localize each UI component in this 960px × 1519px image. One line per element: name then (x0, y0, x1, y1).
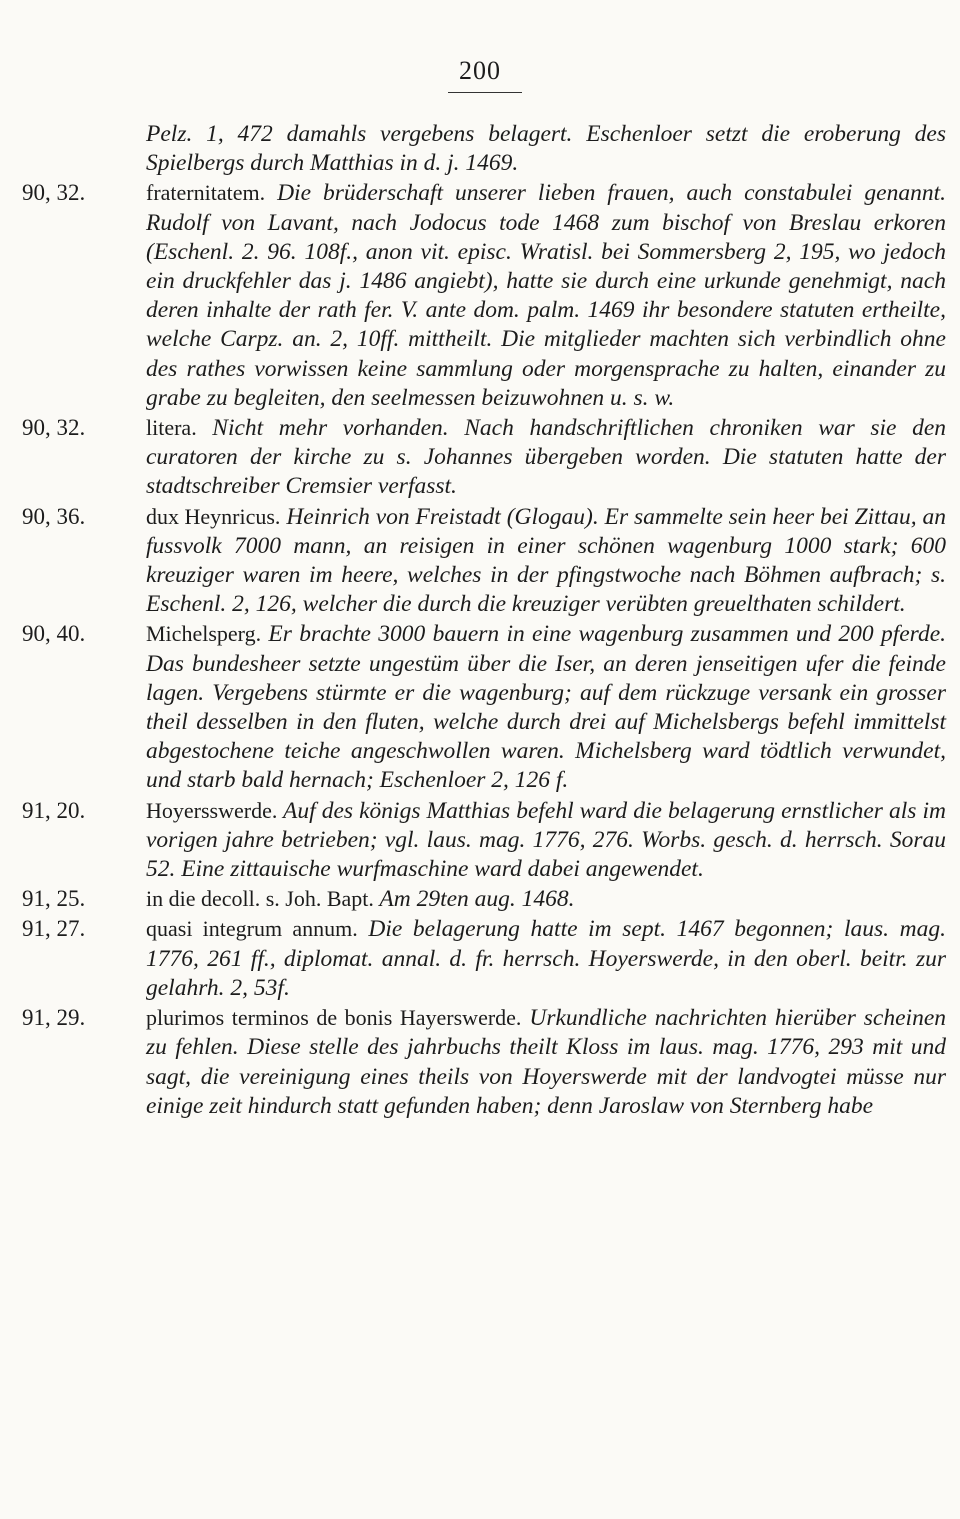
entry-lemma: plurimos terminos de bonis Hayerswerde. (146, 1005, 522, 1031)
header-rule (448, 92, 522, 93)
commentary-entry (0, 619, 960, 795)
entry-text (146, 619, 946, 795)
entry-lemma: quasi integrum annum. (146, 916, 358, 942)
entry-text (146, 884, 946, 914)
line-reference: 91, 27. (22, 916, 86, 942)
commentary-entry (0, 178, 960, 413)
entry-lemma: dux Heynricus. (146, 503, 281, 529)
entry-text (146, 796, 946, 885)
entry-text (146, 413, 946, 502)
line-reference: 91, 20. (22, 797, 86, 823)
entry-comment: Auf des königs Matthias befehl ward die belagerung ernstlicher als im vorigen jahre betrieben; vgl. laus. mag. 1776, 276. Worbs. gesch. d. herrsch. Sorau 52. Eine zittauische wurfmaschine ward dabei angewendet. (146, 797, 946, 883)
entry-comment: Er brachte 3000 bauern in eine wagenburg zusammen und 200 pferde. Das bundesheer setzte ungestüm über die Iser, an deren jenseitigen ufer die feinde lagen. Vergebens stürmte er die wagenburg; auf dem rückzuge versank ein grosser theil desselben in den fluten, welche durch drei auf Michelsbergs befehl immittelst abgestochene teiche angeschwollen waren. Michelsberg ward tödtlich verwundet, und starb bald hernach; Eschenloer 2, 126 f. (146, 621, 947, 794)
line-reference: 90, 36. (22, 503, 86, 529)
entry-lemma: Hoyersswerde. (146, 797, 278, 823)
entry-lemma: Michelsperg. (146, 621, 262, 647)
commentary-entry (0, 413, 960, 502)
commentary-entry (0, 502, 960, 620)
commentary-body (0, 120, 960, 1121)
commentary-entry (0, 884, 960, 914)
entry-comment: Pelz. 1, 472 damahls vergebens belagert. Eschenloer setzt die eroberung des Spielbergs durch Matthias in d. j. 1469. (146, 121, 946, 177)
entry-text (146, 120, 946, 178)
page-number: 200 (459, 56, 501, 85)
entry-comment: Die belagerung hatte im sept. 1467 begonnen; laus. mag. 1776, 261 ff., diplomat. annal. d. fr. herrsch. Hoyerswerde, in den oberl. beitr. zur gelahrh. 2, 53f. (146, 916, 947, 1001)
entry-text (146, 178, 946, 413)
entry-comment: Urkundliche nachrichten hierüber scheinen zu fehlen. Diese stelle des jahrbuchs theilt Kloss im laus. mag. 1776, 293 mit und sagt, die vereinigung eines theils von Hoyerswerde mit der landvogtei müsse nur einige zeit hindurch statt gefunden haben; denn Jaroslaw von Sternberg habe (146, 1005, 947, 1119)
entry-comment: Heinrich von Freistadt (Glogau). Er sammelte sein heer bei Zittau, an fussvolk 7000 mann, an reisigen in einer schönen wagenburg 1000 stark; 600 kreuziger waren im heere, welches in der pfingstwoche nach Böhmen aufbrach; s. Eschenl. 2, 126, welcher die durch die kreuziger verübten greuelthaten schildert. (146, 503, 946, 618)
entry-text (146, 502, 946, 620)
line-reference: 90, 40. (22, 621, 86, 647)
commentary-entry (0, 1003, 960, 1121)
commentary-entry (0, 796, 960, 885)
entry-comment: Die brüderschaft unserer lieben frauen, auch constabulei genannt. Rudolf von Lavant, nach Jodocus tode 1468 zum bischof von Breslau erkoren (Eschenl. 2. 96. 108f., anon vit. episc. Wratisl. bei Sommersberg 2, 195, wo jedoch ein druckfehler das j. 1486 angiebt), hatte sie durch eine urkunde genehmigt, nach deren inhalte der rath fer. V. ante dom. palm. 1469 ihr besondere statuten ertheilte, welche Carpz. an. 2, 10ff. mittheilt. Die mitglieder machten sich verbindlich ohne des rathes vorwissen keine sammlung oder morgensprache zu halten, einander zu grabe zu begleiten, den seelmessen beizuwohnen u. s. w. (146, 180, 947, 411)
commentary-entry (0, 120, 960, 178)
entry-comment: Am 29ten aug. 1468. (379, 886, 575, 913)
entry-text (146, 1003, 946, 1121)
commentary-entry (0, 914, 960, 1003)
entry-text (146, 914, 946, 1003)
line-reference: 91, 29. (22, 1005, 86, 1031)
entry-comment: Nicht mehr vorhanden. Nach handschriftlichen chroniken war sie den curatoren der kirche zu s. Johannes übergeben worden. Die statuten hatte der stadtschreiber Cremsier verfasst. (146, 415, 946, 500)
line-reference: 90, 32. (22, 180, 86, 206)
entry-lemma: in die decoll. s. Joh. Bapt. (146, 886, 374, 912)
entry-lemma: litera. (146, 415, 197, 441)
entry-lemma: fraternitatem. (146, 180, 266, 206)
line-reference: 90, 32. (22, 415, 86, 441)
line-reference: 91, 25. (22, 886, 86, 912)
